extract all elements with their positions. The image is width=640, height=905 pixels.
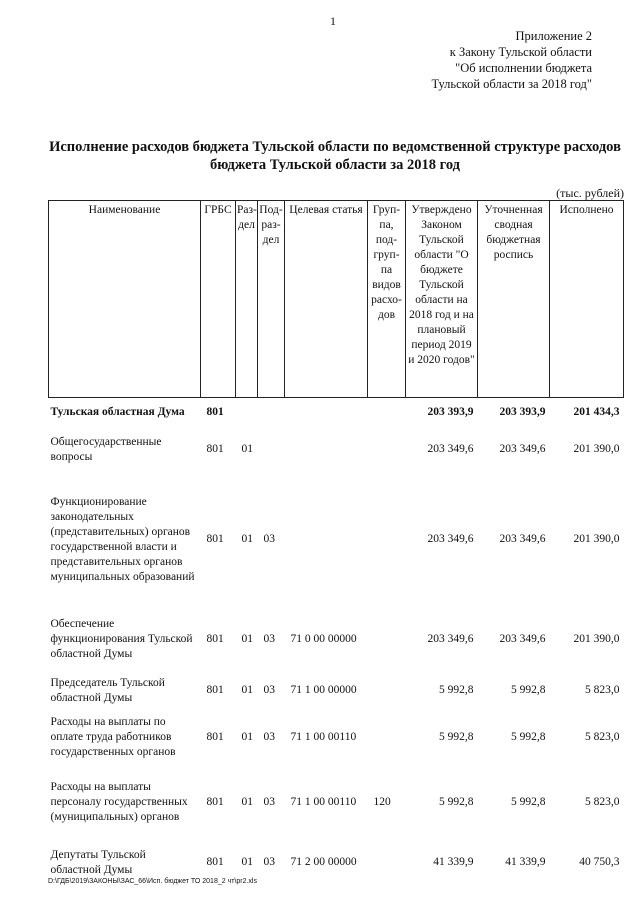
cell-grbs: 801 bbox=[206, 856, 224, 868]
cell-executed: 5 823,0 bbox=[585, 796, 620, 808]
cell-target-article: 71 1 00 00110 bbox=[290, 731, 357, 743]
cell-grbs: 801 bbox=[206, 406, 224, 419]
cell-name: Председатель Тульской областной Думы bbox=[50, 676, 165, 704]
appendix-line: "Об исполнении бюджета bbox=[455, 61, 592, 75]
header-target-article: Целевая статья bbox=[285, 201, 368, 398]
cell-grbs: 801 bbox=[206, 731, 224, 743]
file-path-footer: D:\ГДБ\2019\ЗАКОНЫ\ЗАС_66\Исп. бюджет ТО 2018_2 чт\pr2.xls bbox=[48, 878, 257, 885]
cell-target-article bbox=[285, 398, 368, 428]
cell-podrazdel: 03 bbox=[263, 856, 275, 868]
appendix-line: Приложение 2 bbox=[515, 29, 592, 43]
cell-target-article bbox=[285, 472, 368, 608]
table-row bbox=[49, 710, 624, 766]
expenditure-table bbox=[48, 200, 624, 886]
cell-refined: 5 992,8 bbox=[511, 731, 546, 743]
cell-target-article: 71 1 00 00000 bbox=[290, 684, 357, 696]
cell-expense-group bbox=[368, 710, 406, 766]
document-title: Исполнение расходов бюджета Тульской области по ведомственной структуре расходов бюджета Тульской области за 2018 год bbox=[49, 139, 621, 173]
header-razdel: Раз-дел bbox=[236, 201, 258, 398]
cell-approved: 5 992,8 bbox=[439, 796, 474, 808]
header-refined: Уточненная сводная бюджетная роспись bbox=[478, 201, 550, 398]
cell-podrazdel: 03 bbox=[263, 684, 275, 696]
cell-approved: 203 349,6 bbox=[427, 443, 474, 455]
cell-approved: 5 992,8 bbox=[439, 731, 474, 743]
cell-name: Расходы на выплаты по оплате труда работников государственных органов bbox=[50, 716, 176, 758]
cell-refined: 203 393,9 bbox=[499, 406, 546, 419]
cell-grbs: 801 bbox=[206, 684, 224, 696]
cell-name: Депутаты Тульской областной Думы bbox=[50, 848, 146, 876]
header-podrazdel: Под-раз-дел bbox=[258, 201, 285, 398]
page-number: 1 bbox=[330, 14, 336, 28]
cell-refined: 5 992,8 bbox=[511, 684, 546, 696]
cell-approved: 203 393,9 bbox=[427, 406, 474, 419]
cell-refined: 5 992,8 bbox=[511, 796, 546, 808]
cell-podrazdel: 03 bbox=[263, 533, 275, 545]
cell-expense-group bbox=[368, 472, 406, 608]
cell-target-article bbox=[285, 428, 368, 472]
cell-expense-group bbox=[368, 840, 406, 886]
header-grbs: ГРБС bbox=[201, 201, 236, 398]
cell-grbs: 801 bbox=[206, 633, 224, 645]
cell-razdel: 01 bbox=[241, 633, 253, 645]
cell-expense-group bbox=[368, 428, 406, 472]
cell-name: Тульская областная Дума bbox=[50, 406, 185, 419]
header-expense-group: Груп-па, под-груп-па видов расхо-дов bbox=[368, 201, 406, 398]
cell-target-article: 71 2 00 00000 bbox=[290, 856, 357, 868]
cell-podrazdel bbox=[258, 398, 285, 428]
cell-grbs: 801 bbox=[206, 533, 224, 545]
cell-target-article: 71 1 00 00110 bbox=[290, 796, 357, 808]
table-row bbox=[49, 608, 624, 672]
cell-refined: 203 349,6 bbox=[499, 633, 546, 645]
appendix-caption bbox=[332, 28, 592, 92]
cell-refined: 203 349,6 bbox=[499, 533, 546, 545]
cell-approved: 203 349,6 bbox=[427, 533, 474, 545]
cell-executed: 40 750,3 bbox=[579, 856, 620, 868]
units-label: (тыс. рублей) bbox=[556, 186, 624, 200]
cell-grbs: 801 bbox=[206, 443, 224, 455]
cell-razdel: 01 bbox=[241, 443, 253, 455]
cell-name: Обеспечение функционирования Тульской областной Думы bbox=[50, 618, 193, 660]
cell-name: Общегосударственные вопросы bbox=[50, 435, 162, 463]
cell-razdel bbox=[236, 398, 258, 428]
cell-grbs: 801 bbox=[206, 796, 224, 808]
cell-approved: 203 349,6 bbox=[427, 633, 474, 645]
cell-expense-group: 120 bbox=[373, 796, 391, 808]
cell-refined: 41 339,9 bbox=[505, 856, 546, 868]
cell-razdel: 01 bbox=[241, 796, 253, 808]
cell-executed: 201 390,0 bbox=[573, 443, 620, 455]
cell-name: Функционирование законодательных (представительных) органов государственной власти и представительных органов муниципальных образований bbox=[50, 495, 195, 583]
table-row bbox=[49, 472, 624, 608]
table-header-row bbox=[49, 201, 624, 398]
cell-podrazdel: 03 bbox=[263, 731, 275, 743]
cell-razdel: 01 bbox=[241, 684, 253, 696]
cell-approved: 41 339,9 bbox=[433, 856, 474, 868]
cell-target-article: 71 0 00 00000 bbox=[290, 633, 357, 645]
cell-expense-group bbox=[368, 672, 406, 710]
cell-razdel: 01 bbox=[241, 533, 253, 545]
cell-executed: 201 390,0 bbox=[573, 633, 620, 645]
cell-approved: 5 992,8 bbox=[439, 684, 474, 696]
table-row bbox=[49, 766, 624, 840]
cell-podrazdel bbox=[258, 428, 285, 472]
header-approved: Утверждено Законом Тульской области "О бюджете Тульской области на 2018 год и на плановый период 2019 и 2020 годов" bbox=[406, 201, 478, 398]
cell-name: Расходы на выплаты персоналу государственных (муниципальных) органов bbox=[50, 781, 188, 823]
appendix-line: к Закону Тульской области bbox=[449, 45, 592, 59]
header-executed: Исполнено bbox=[550, 201, 624, 398]
cell-podrazdel: 03 bbox=[263, 633, 275, 645]
cell-executed: 5 823,0 bbox=[585, 684, 620, 696]
cell-expense-group bbox=[368, 608, 406, 672]
cell-razdel: 01 bbox=[241, 731, 253, 743]
cell-razdel: 01 bbox=[241, 856, 253, 868]
table-row bbox=[49, 428, 624, 472]
cell-podrazdel: 03 bbox=[263, 796, 275, 808]
cell-executed: 201 434,3 bbox=[573, 406, 620, 419]
cell-expense-group bbox=[368, 398, 406, 428]
table-row bbox=[49, 398, 624, 428]
cell-refined: 203 349,6 bbox=[499, 443, 546, 455]
appendix-line: Тульской области за 2018 год" bbox=[431, 77, 592, 91]
header-name: Наименование bbox=[49, 201, 201, 398]
table-row bbox=[49, 672, 624, 710]
cell-executed: 201 390,0 bbox=[573, 533, 620, 545]
cell-executed: 5 823,0 bbox=[585, 731, 620, 743]
